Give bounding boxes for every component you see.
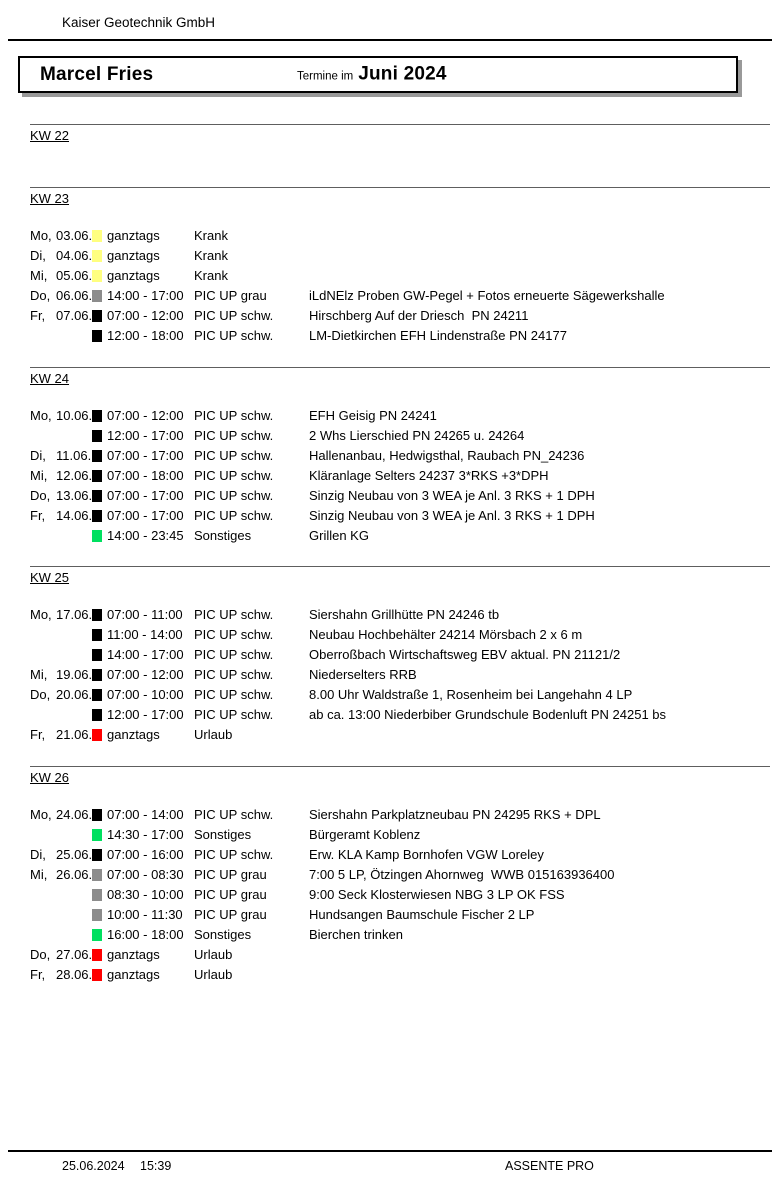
- row-time: 07:00 - 14:00: [107, 807, 184, 822]
- footer-app-name: ASSENTE PRO: [505, 1159, 594, 1173]
- category-color-square: [92, 849, 102, 861]
- row-time: 07:00 - 08:30: [107, 867, 184, 882]
- row-description: 8.00 Uhr Waldstraße 1, Rosenheim bei Langehahn 4 LP: [309, 687, 633, 702]
- row-category: Urlaub: [194, 967, 233, 982]
- category-color-square: [92, 450, 102, 462]
- row-description: Kläranlage Selters 24237 3*RKS +3*DPH: [309, 468, 549, 483]
- appointment-row: [0, 466, 780, 486]
- category-color-square: [92, 689, 102, 701]
- row-description: EFH Geisig PN 24241: [309, 408, 437, 423]
- row-date: 06.06.: [56, 288, 93, 303]
- row-description: Siershahn Grillhütte PN 24246 tb: [309, 607, 500, 622]
- row-description: iLdNElz Proben GW-Pegel + Fotos erneuerte Sägewerkshalle: [309, 288, 665, 303]
- row-description: Siershahn Parkplatzneubau PN 24295 RKS + DPL: [309, 807, 601, 822]
- row-day: Mi,: [30, 667, 48, 682]
- category-color-square: [92, 909, 102, 921]
- row-time: ganztags: [107, 248, 160, 263]
- row-description: Oberroßbach Wirtschaftsweg EBV aktual. PN 21121/2: [309, 647, 621, 662]
- category-color-square: [92, 829, 102, 841]
- week-section: [0, 124, 780, 145]
- row-category: PIC UP grau: [194, 907, 267, 922]
- appointment-row: [0, 845, 780, 865]
- row-description: Bierchen trinken: [309, 927, 403, 942]
- row-date: 13.06.: [56, 488, 93, 503]
- row-category: PIC UP grau: [194, 887, 267, 902]
- footer-print-time: 15:39: [140, 1159, 172, 1173]
- row-date: 11.06.: [56, 448, 92, 463]
- category-color-square: [92, 929, 102, 941]
- row-time: 12:00 - 17:00: [107, 707, 184, 722]
- week-divider: [30, 566, 770, 567]
- row-time: ganztags: [107, 947, 160, 962]
- row-date: 26.06.: [56, 867, 93, 882]
- category-color-square: [92, 949, 102, 961]
- row-day: Di,: [30, 448, 46, 463]
- row-date: 24.06.: [56, 807, 93, 822]
- row-description: 7:00 5 LP, Ötzingen Ahornweg WWB 015163936400: [309, 867, 615, 882]
- row-time: 07:00 - 12:00: [107, 667, 184, 682]
- row-time: 07:00 - 12:00: [107, 308, 184, 323]
- row-category: PIC UP schw.: [194, 308, 274, 323]
- appointment-row: [0, 506, 780, 526]
- footer-divider: [8, 1150, 772, 1152]
- row-time: 14:00 - 17:00: [107, 288, 184, 303]
- row-day: Fr,: [30, 308, 46, 323]
- appointment-row: [0, 685, 780, 705]
- row-time: 14:00 - 23:45: [107, 528, 184, 543]
- row-description: Sinzig Neubau von 3 WEA je Anl. 3 RKS + 1 DPH: [309, 488, 595, 503]
- row-date: 05.06.: [56, 268, 93, 283]
- appointment-row: [0, 286, 780, 306]
- row-day: Fr,: [30, 727, 46, 742]
- row-description: Sinzig Neubau von 3 WEA je Anl. 3 RKS + 1 DPH: [309, 508, 595, 523]
- appointment-row: [0, 226, 780, 246]
- row-category: Krank: [194, 228, 228, 243]
- person-name: Marcel Fries: [40, 63, 154, 85]
- row-day: Mi,: [30, 468, 48, 483]
- category-color-square: [92, 889, 102, 901]
- row-description: Grillen KG: [309, 528, 369, 543]
- row-description: Hirschberg Auf der Driesch PN 24211: [309, 308, 529, 323]
- category-color-square: [92, 969, 102, 981]
- week-divider: [30, 367, 770, 368]
- row-description: Hallenanbau, Hedwigsthal, Raubach PN_24236: [309, 448, 585, 463]
- row-time: 07:00 - 16:00: [107, 847, 184, 862]
- row-day: Mo,: [30, 807, 52, 822]
- row-day: Mo,: [30, 607, 52, 622]
- row-date: 12.06.: [56, 468, 93, 483]
- appointment-row: [0, 725, 780, 745]
- appointment-row: [0, 705, 780, 725]
- row-time: ganztags: [107, 268, 160, 283]
- appointment-row: [0, 406, 780, 426]
- category-color-square: [92, 809, 102, 821]
- row-time: 16:00 - 18:00: [107, 927, 184, 942]
- category-color-square: [92, 649, 102, 661]
- category-color-square: [92, 290, 102, 302]
- row-time: 14:00 - 17:00: [107, 647, 184, 662]
- row-time: ganztags: [107, 727, 160, 742]
- row-category: Sonstiges: [194, 927, 252, 942]
- row-time: 14:30 - 17:00: [107, 827, 184, 842]
- row-category: PIC UP schw.: [194, 428, 274, 443]
- row-time: ganztags: [107, 228, 160, 243]
- appointment-row: [0, 526, 780, 546]
- appointment-row: [0, 865, 780, 885]
- category-color-square: [92, 410, 102, 422]
- row-description: Niederselters RRB: [309, 667, 417, 682]
- category-color-square: [92, 310, 102, 322]
- header-divider: [8, 39, 772, 41]
- row-date: 10.06.: [56, 408, 93, 423]
- title-prefix: Termine im: [297, 70, 354, 83]
- row-day: Mi,: [30, 867, 48, 882]
- week-section: [0, 566, 780, 742]
- row-description: Erw. KLA Kamp Bornhofen VGW Loreley: [309, 847, 544, 862]
- company-name: Kaiser Geotechnik GmbH: [62, 15, 216, 30]
- week-label: KW 23: [30, 191, 70, 206]
- appointment-row: [0, 246, 780, 266]
- appointment-row: [0, 266, 780, 286]
- row-time: 12:00 - 18:00: [107, 328, 184, 343]
- row-day: Mi,: [30, 268, 48, 283]
- category-color-square: [92, 430, 102, 442]
- row-category: Sonstiges: [194, 528, 252, 543]
- row-date: 27.06.: [56, 947, 93, 962]
- row-date: 25.06.: [56, 847, 93, 862]
- appointment-row: [0, 885, 780, 905]
- row-date: 03.06.: [56, 228, 93, 243]
- row-date: 20.06.: [56, 687, 93, 702]
- row-category: PIC UP schw.: [194, 508, 274, 523]
- row-description: ab ca. 13:00 Niederbiber Grundschule Bodenluft PN 24251 bs: [309, 707, 667, 722]
- week-rows: [0, 805, 780, 985]
- row-category: Urlaub: [194, 947, 233, 962]
- row-time: 07:00 - 10:00: [107, 687, 184, 702]
- week-rows: [0, 605, 780, 745]
- row-day: Fr,: [30, 508, 46, 523]
- category-color-square: [92, 709, 102, 721]
- row-time: 07:00 - 11:00: [107, 607, 183, 622]
- week-label: KW 22: [30, 128, 70, 143]
- week-section: [0, 766, 780, 982]
- row-description: LM-Dietkirchen EFH Lindenstraße PN 24177: [309, 328, 567, 343]
- row-time: 11:00 - 14:00: [107, 627, 183, 642]
- row-category: PIC UP schw.: [194, 328, 274, 343]
- row-description: 2 Whs Lierschied PN 24265 u. 24264: [309, 428, 525, 443]
- footer-print-date: 25.06.2024: [62, 1159, 125, 1173]
- row-time: 08:30 - 10:00: [107, 887, 184, 902]
- row-category: Urlaub: [194, 727, 233, 742]
- row-date: 19.06.: [56, 667, 93, 682]
- appointment-row: [0, 905, 780, 925]
- category-color-square: [92, 230, 102, 242]
- report-title: [297, 63, 447, 85]
- row-day: Do,: [30, 687, 51, 702]
- week-label: KW 26: [30, 770, 70, 785]
- row-day: Fr,: [30, 967, 46, 982]
- row-description: Hundsangen Baumschule Fischer 2 LP: [309, 907, 535, 922]
- title-month: Juni 2024: [358, 63, 447, 85]
- row-category: PIC UP schw.: [194, 847, 274, 862]
- row-date: 28.06.: [56, 967, 93, 982]
- title-box: [18, 56, 738, 93]
- row-date: 07.06.: [56, 308, 93, 323]
- week-label: KW 25: [30, 570, 70, 585]
- appointment-row: [0, 326, 780, 346]
- appointment-row: [0, 925, 780, 945]
- row-day: Do,: [30, 947, 51, 962]
- row-description: Neubau Hochbehälter 24214 Mörsbach 2 x 6 m: [309, 627, 583, 642]
- row-time: 07:00 - 18:00: [107, 468, 184, 483]
- week-divider: [30, 766, 770, 767]
- appointment-row: [0, 605, 780, 625]
- category-color-square: [92, 250, 102, 262]
- week-section: [0, 187, 780, 343]
- week-divider: [30, 187, 770, 188]
- row-time: 12:00 - 17:00: [107, 428, 184, 443]
- row-category: PIC UP schw.: [194, 647, 274, 662]
- row-category: PIC UP schw.: [194, 408, 274, 423]
- appointment-row: [0, 825, 780, 845]
- row-day: Di,: [30, 248, 46, 263]
- row-day: Do,: [30, 488, 51, 503]
- category-color-square: [92, 729, 102, 741]
- row-day: Mo,: [30, 408, 52, 423]
- row-category: PIC UP grau: [194, 867, 267, 882]
- week-rows: [0, 226, 780, 346]
- row-category: PIC UP schw.: [194, 667, 274, 682]
- category-color-square: [92, 530, 102, 542]
- row-time: 07:00 - 17:00: [107, 448, 184, 463]
- row-description: Bürgeramt Koblenz: [309, 827, 421, 842]
- row-date: 14.06.: [56, 508, 93, 523]
- row-category: PIC UP schw.: [194, 488, 274, 503]
- category-color-square: [92, 609, 102, 621]
- appointment-row: [0, 665, 780, 685]
- row-category: PIC UP schw.: [194, 448, 274, 463]
- appointment-row: [0, 805, 780, 825]
- row-time: ganztags: [107, 967, 160, 982]
- category-color-square: [92, 629, 102, 641]
- appointment-row: [0, 426, 780, 446]
- row-category: Sonstiges: [194, 827, 252, 842]
- appointment-row: [0, 625, 780, 645]
- week-label: KW 24: [30, 371, 70, 386]
- appointment-row: [0, 645, 780, 665]
- row-category: PIC UP schw.: [194, 627, 274, 642]
- appointment-row: [0, 965, 780, 985]
- row-time: 07:00 - 12:00: [107, 408, 184, 423]
- week-rows: [0, 406, 780, 546]
- row-date: 04.06.: [56, 248, 93, 263]
- category-color-square: [92, 669, 102, 681]
- category-color-square: [92, 490, 102, 502]
- row-category: PIC UP grau: [194, 288, 267, 303]
- category-color-square: [92, 330, 102, 342]
- category-color-square: [92, 869, 102, 881]
- row-time: 07:00 - 17:00: [107, 508, 184, 523]
- row-description: 9:00 Seck Klosterwiesen NBG 3 LP OK FSS: [309, 887, 565, 902]
- row-category: PIC UP schw.: [194, 807, 274, 822]
- row-category: Krank: [194, 248, 228, 263]
- row-day: Do,: [30, 288, 51, 303]
- row-time: 07:00 - 17:00: [107, 488, 184, 503]
- category-color-square: [92, 270, 102, 282]
- row-category: PIC UP schw.: [194, 468, 274, 483]
- row-day: Mo,: [30, 228, 52, 243]
- week-divider: [30, 124, 770, 125]
- week-section: [0, 367, 780, 543]
- category-color-square: [92, 510, 102, 522]
- appointment-row: [0, 486, 780, 506]
- row-time: 10:00 - 11:30: [107, 907, 183, 922]
- row-date: 17.06.: [56, 607, 93, 622]
- row-category: PIC UP schw.: [194, 687, 274, 702]
- category-color-square: [92, 470, 102, 482]
- appointment-row: [0, 446, 780, 466]
- row-category: PIC UP schw.: [194, 707, 274, 722]
- appointment-row: [0, 945, 780, 965]
- row-category: Krank: [194, 268, 228, 283]
- appointment-row: [0, 306, 780, 326]
- row-day: Di,: [30, 847, 46, 862]
- row-date: 21.06.: [56, 727, 93, 742]
- row-category: PIC UP schw.: [194, 607, 274, 622]
